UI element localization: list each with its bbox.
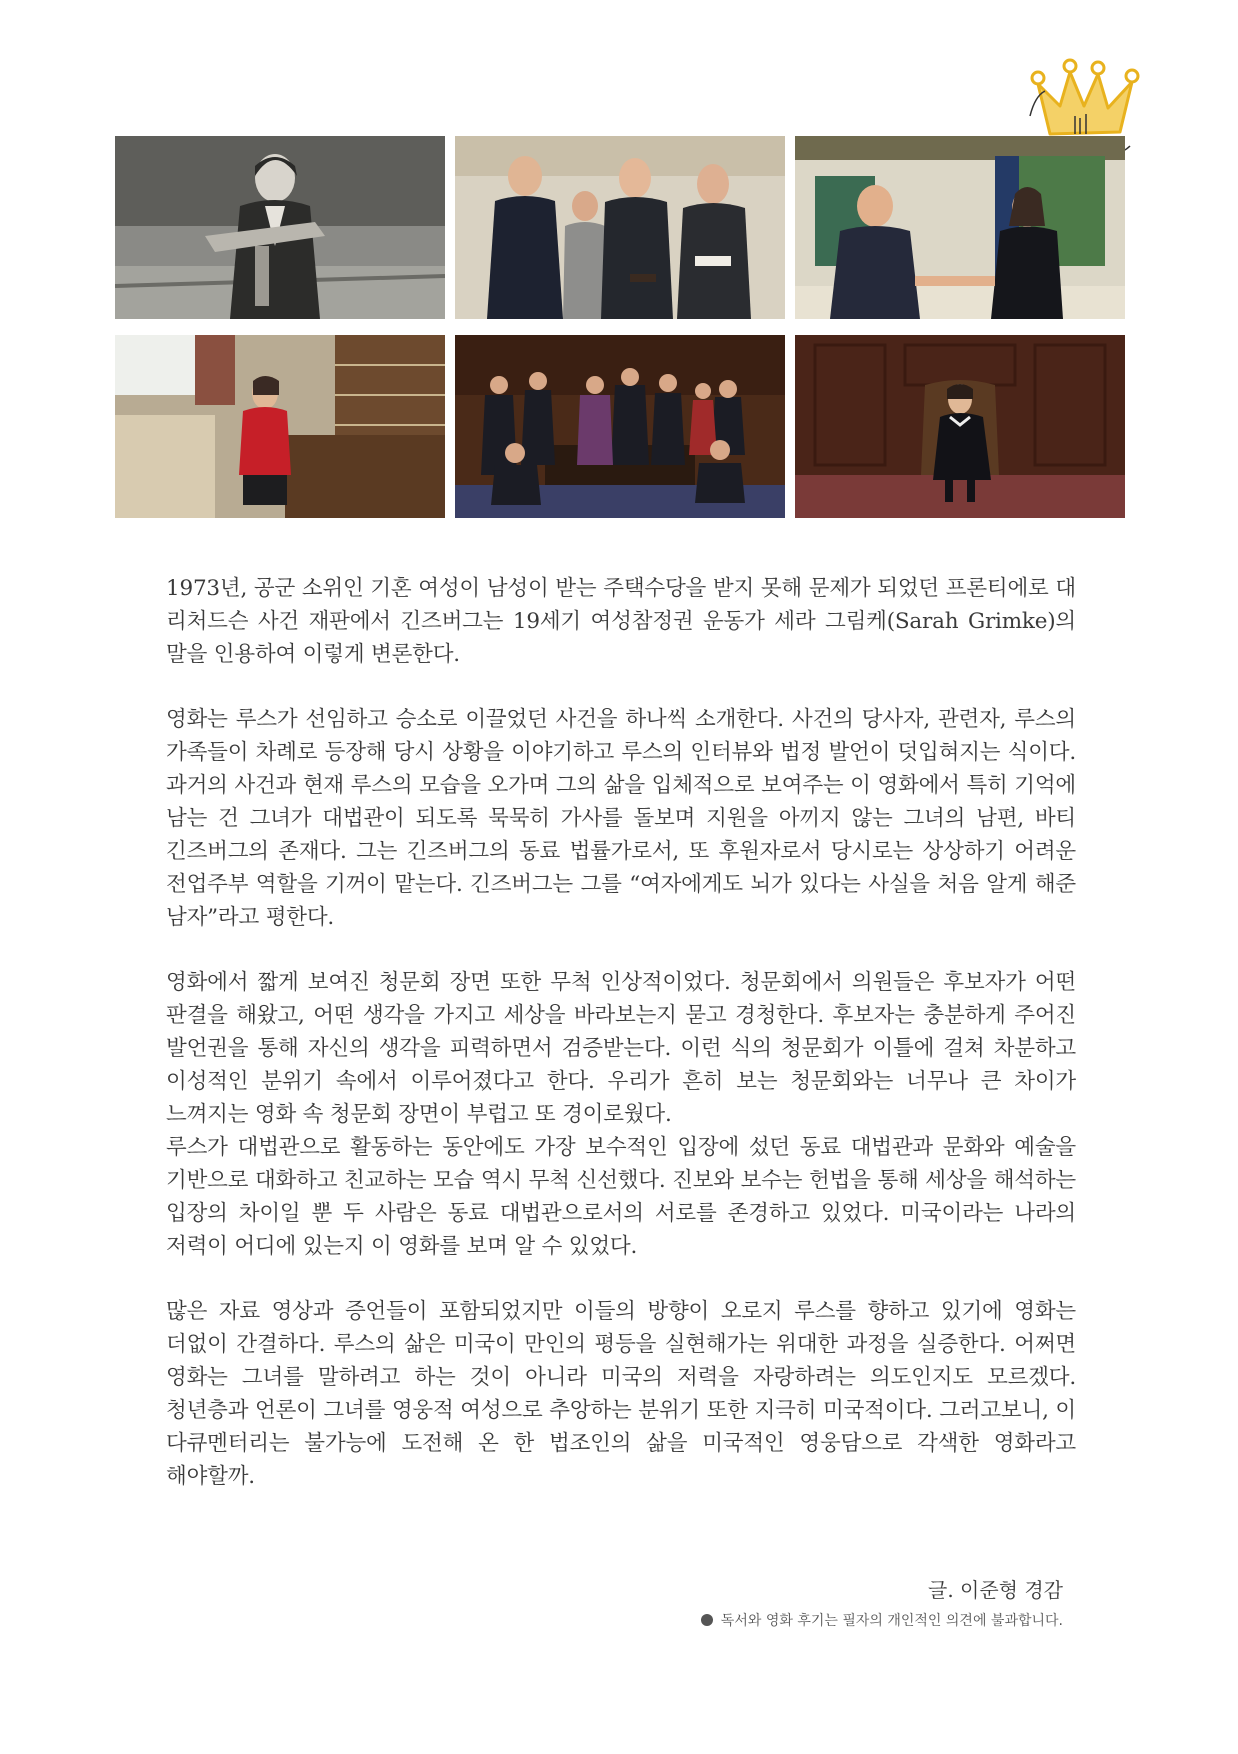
bullet-dot-icon (701, 1614, 713, 1626)
disclaimer-note (701, 1610, 1063, 1630)
author-byline: 글. 이준형 경감 (928, 1578, 1063, 1602)
article-paragraph: 1973년, 공군 소위인 기혼 여성이 남성이 받는 주택수당을 받지 못해 문제가 되었던 프론티에로 대 리처드슨 사건 재판에서 긴즈버그는 19세기 여성참정권 운동가 세라 그림케(Sarah Grimke)의 말을 인용하여 이렇게 변론한다. (166, 576, 1076, 667)
young-woman-at-lectern-photo (115, 136, 445, 319)
article-paragraph: 영화는 루스가 선임하고 승소로 이끌었던 사건을 하나씩 소개한다. 사건의 당사자, 관련자, 루스의 가족들이 차례로 등장해 당시 상황을 이야기하고 루스의 인터뷰와 법정 발언이 덧입혀지는 식이다. 과거의 사건과 현재 루스의 모습을 오가며 그의 삶을 입체적으로 보여주는 이 영화에서 특히 기억에 남는 건 그녀가 대법관이 되도록 묵묵히 가사를 돌보며 지원을 아끼지 않는 그녀의 남편, 바티 긴즈버그의 존재다. 그는 긴즈버그의 동료 법률가로서, 또 후원자로서 당시로는 상상하기 어려운 전업주부 역할을 기꺼이 맡는다. 긴즈버그는 그를 “여자에게도 뇌가 있다는 사실을 처음 알게 해준 남자”라고 평한다. (166, 707, 1076, 930)
swearing-in-ceremony-photo (455, 136, 785, 319)
supreme-court-group-photo (455, 335, 785, 518)
article-body (166, 572, 1076, 1525)
photo-collage (115, 136, 1125, 520)
article-paragraph: 영화에서 짧게 보여진 청문회 장면 또한 무척 인상적이었다. 청문회에서 의원들은 후보자가 어떤 판결을 해왔고, 어떤 생각을 가지고 세상을 바라보는지 묻고 경청한다. 후보자는 충분하게 주어진 발언권을 통해 자신의 생각을 피력하면서 검증받는다. 이런 식의 청문회가 이틀에 걸쳐 차분하고 이성적인 분위기 속에서 이루어졌다고 한다. 우리가 흔히 보는 청문회와는 너무나 큰 차이가 느껴지는 영화 속 청문회 장면이 부럽고 또 경이로웠다. (166, 970, 1076, 1127)
office-desk-portrait-photo (115, 335, 445, 518)
handshake-photo (795, 136, 1125, 319)
seated-justice-portrait-photo (795, 335, 1125, 518)
article-paragraph: 많은 자료 영상과 증언들이 포함되었지만 이들의 방향이 오로지 루스를 향하고 있기에 영화는 더없이 간결하다. 루스의 삶은 미국이 만인의 평등을 실현해가는 위대한 과정을 실증한다. 어쩌면 영화는 그녀를 말하려고 하는 것이 아니라 미국의 저력을 자랑하려는 의도인지도 모르겠다. 청년층과 언론이 그녀를 영웅적 여성으로 추앙하는 분위기 또한 지극히 미국적이다. 그러고보니, 이 다큐멘터리는 불가능에 도전해 온 한 법조인의 삶을 미국적인 영웅담으로 각색한 영화라고 해야할까. (166, 1299, 1076, 1489)
disclaimer-text: 독서와 영화 후기는 필자의 개인적인 의견에 불과합니다. (720, 1613, 1063, 1629)
article-paragraph: 루스가 대법관으로 활동하는 동안에도 가장 보수적인 입장에 섰던 동료 대법관과 문화와 예술을 기반으로 대화하고 친교하는 모습 역시 무척 신선했다. 진보와 보수는 헌법을 통해 세상을 해석하는 입장의 차이일 뿐 두 사람은 동료 대법관으로서의 서로를 존경하고 있었다. 미국이라는 나라의 저력이 어디에 있는지 이 영화를 보며 알 수 있었다. (166, 1135, 1076, 1259)
